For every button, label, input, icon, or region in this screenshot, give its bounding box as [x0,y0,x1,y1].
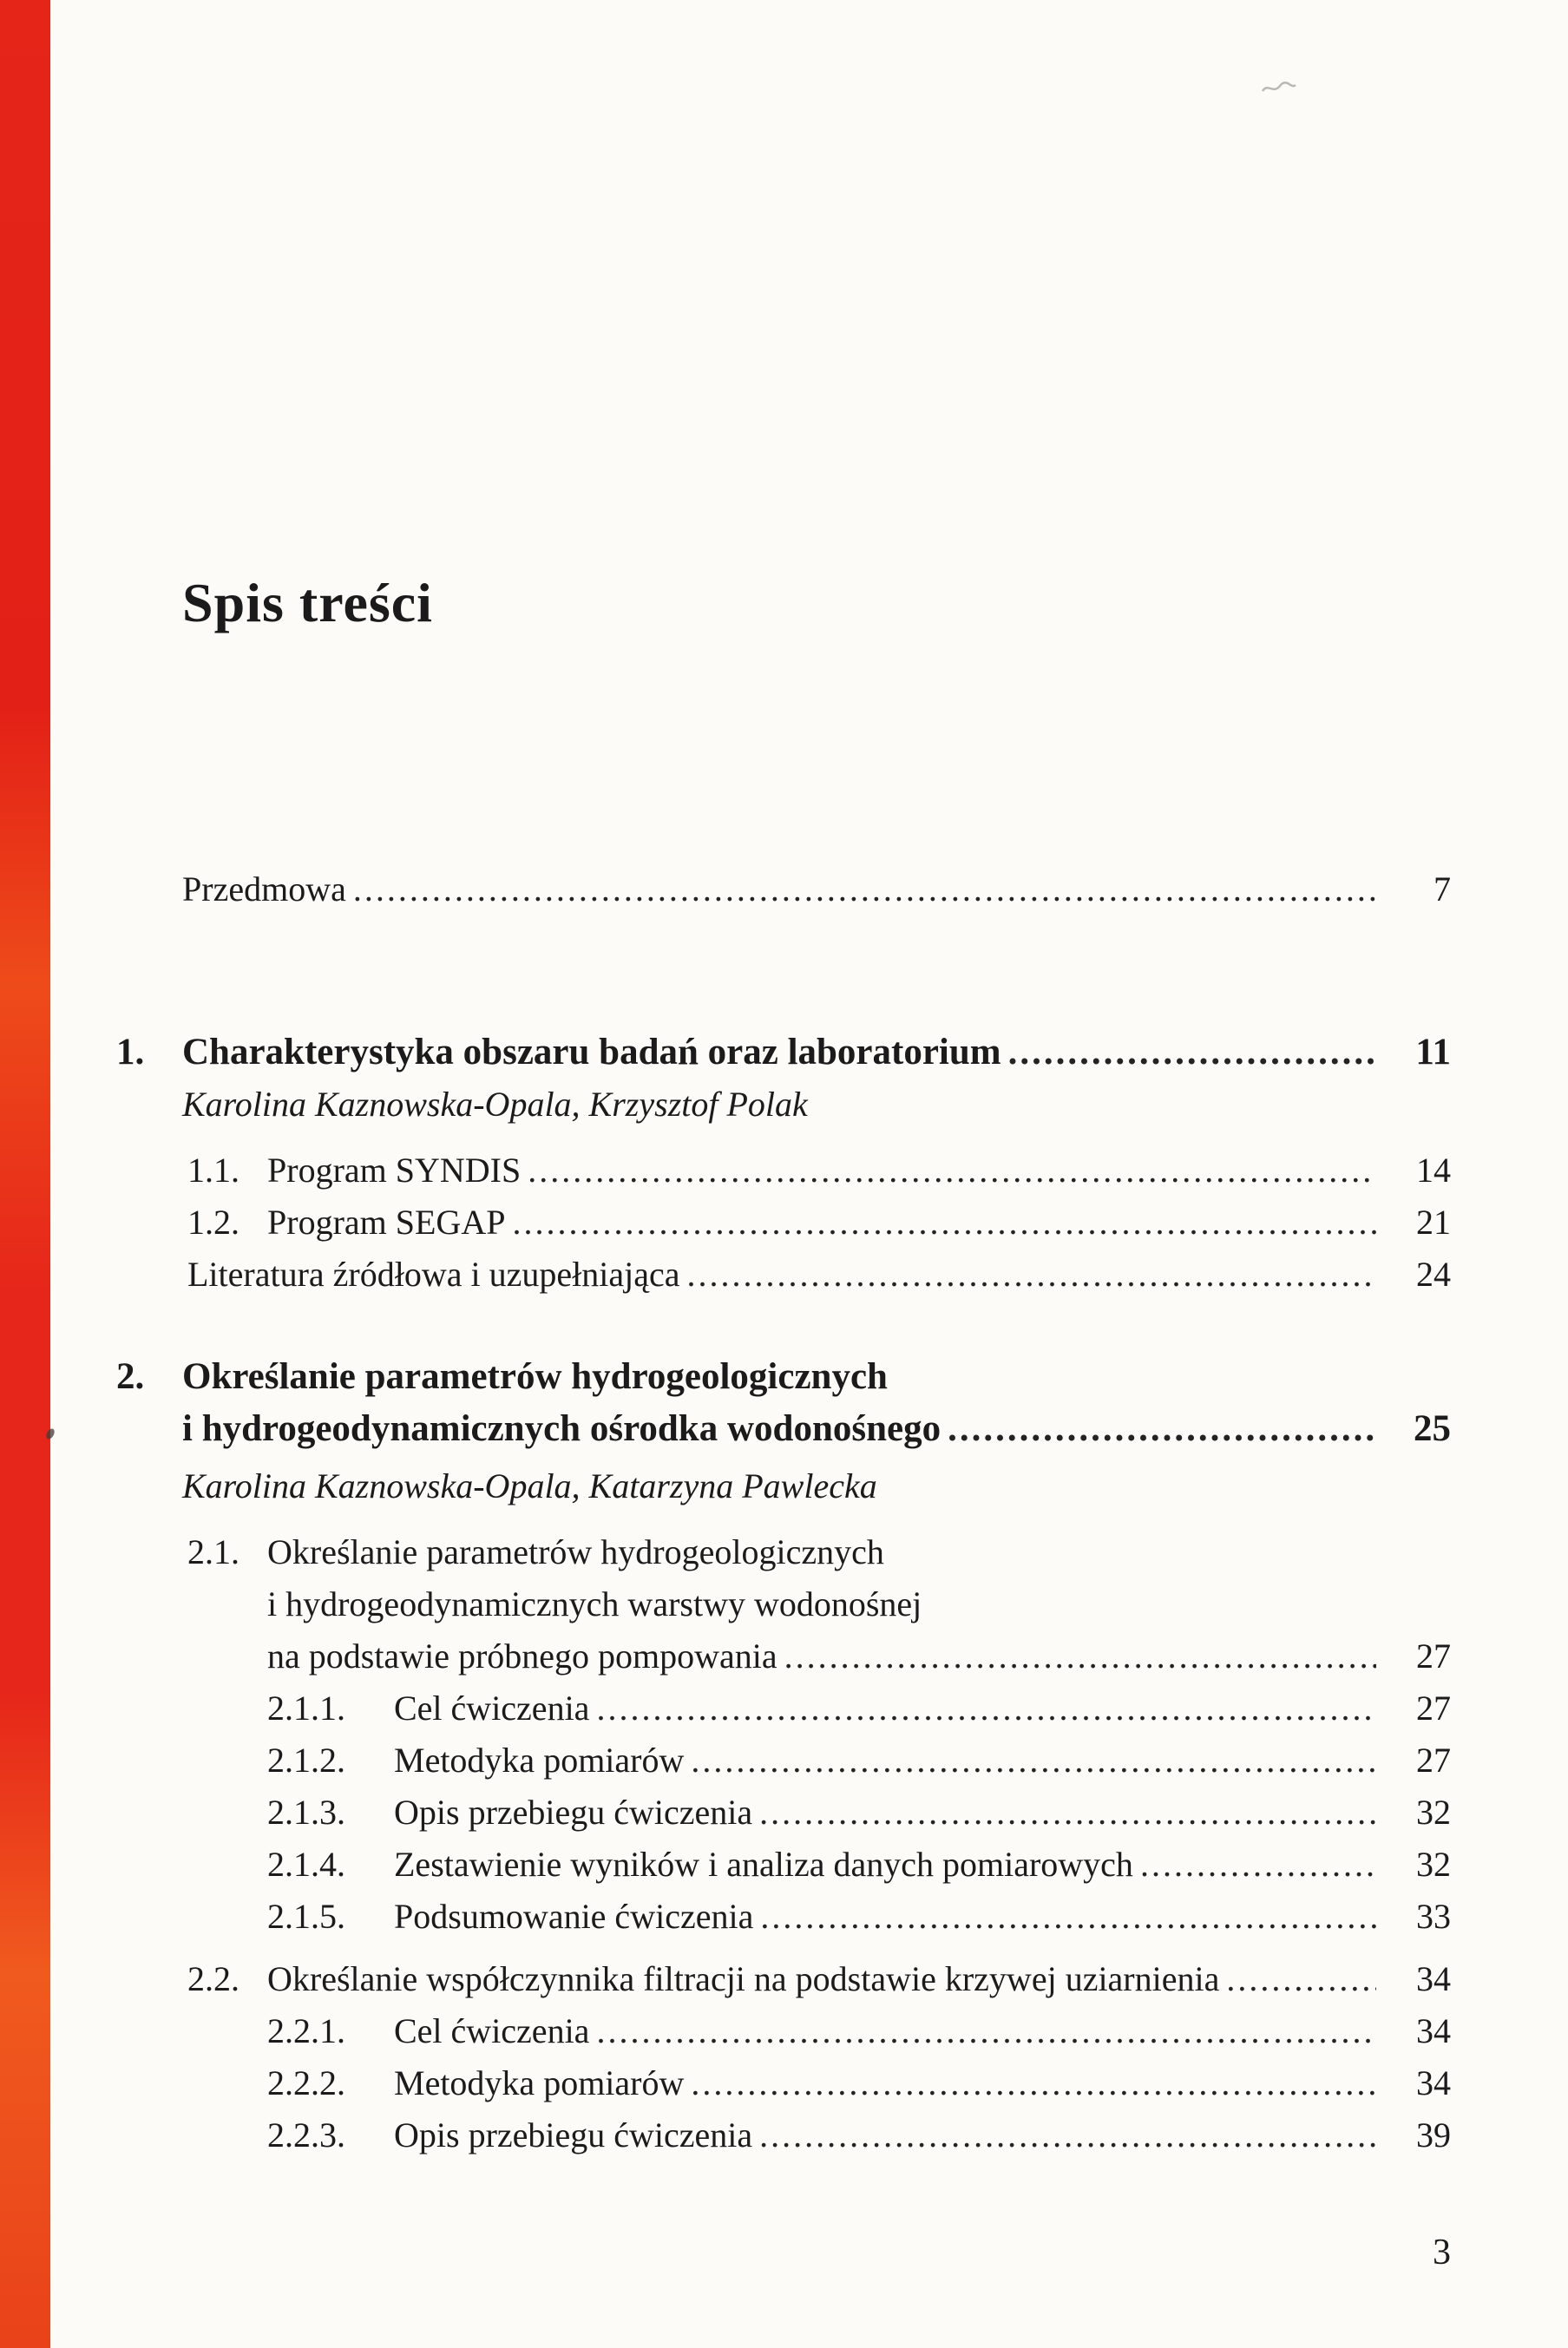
entry-page-number: 34 [1416,1959,1451,1998]
toc-subentry [182,2005,1451,2057]
dot-leader [1008,1026,1376,1079]
chapter-title-line: Określanie parametrów hydrogeologicznych [182,1356,888,1397]
dot-leader [596,2005,1376,2057]
entry-number: 1.2. [187,1203,239,1242]
entry-label: Określanie parametrów hydrogeologicznych [267,1532,884,1571]
toc-subentry [182,1839,1451,1891]
chapter-1-heading [116,1026,1451,1079]
entry-label: Program SEGAP [267,1203,506,1242]
entry-label: Metodyka pomiarów [394,2063,685,2102]
dot-leader [596,1682,1376,1735]
spine-color-strip [0,0,50,2348]
entry-number: 2.1.3. [267,1793,345,1832]
entry-page-number: 34 [1416,2011,1451,2050]
entry-label: Podsumowanie ćwiczenia [394,1897,754,1936]
toc-section-2-1 [182,1526,1451,1943]
toc-subentry [182,1735,1451,1787]
entry-page-number: 14 [1416,1151,1451,1190]
toc-entry-preface [182,863,1451,915]
section-2-1-subentries [182,1682,1451,1943]
entry-label: Przedmowa [182,869,346,908]
chapter-1-entries [182,1144,1451,1301]
toc-entry [182,1197,1451,1249]
entry-number: 2.2.2. [267,2063,345,2102]
entry-number: 2.1.2. [267,1741,345,1780]
chapter-title: Charakterystyka obszaru badań oraz laboratorium [182,1032,1001,1072]
dot-leader [691,1735,1376,1787]
entry-label: Literatura źródłowa i uzupełniająca [187,1255,680,1294]
dot-leader [1226,1953,1376,2005]
entry-label: Opis przebiegu ćwiczenia [394,2115,753,2155]
toc-entry [182,1144,1451,1197]
entry-number: 2.2.3. [267,2115,345,2155]
dot-leader [759,1787,1376,1839]
entry-page-number: 24 [1416,1255,1451,1294]
toc-subentry [182,1787,1451,1839]
section-line-3 [182,1630,1451,1682]
dot-leader [784,1630,1376,1682]
entry-label: Cel ćwiczenia [394,2011,590,2050]
chapter-page-number: 11 [1415,1032,1451,1072]
table-of-contents [116,0,1451,2161]
toc-subentry [182,1891,1451,1943]
toc-subentry [182,2057,1451,2109]
dot-leader [528,1144,1376,1197]
entry-label: Opis przebiegu ćwiczenia [394,1793,753,1832]
entry-number: 2.1. [187,1532,239,1571]
entry-label: Cel ćwiczenia [394,1689,590,1728]
entry-page-number: 39 [1416,2115,1451,2155]
entry-label: na podstawie próbnego pompowania [267,1636,777,1676]
entry-page-number: 32 [1416,1793,1451,1832]
chapter-number: 1. [116,1032,145,1072]
toc-chapter-2 [116,1351,1451,2161]
entry-label: Program SYNDIS [267,1151,522,1190]
dot-leader [512,1197,1376,1249]
chapter-page-number: 25 [1414,1408,1451,1449]
entry-page-number: 27 [1416,1636,1451,1676]
dot-leader [760,1891,1376,1943]
toc-entry-literature [182,1249,1451,1301]
page-title: Spis treści [182,572,433,633]
entry-number: 2.1.4. [267,1845,345,1884]
entry-page-number: 33 [1416,1897,1451,1936]
toc-subentry [182,2109,1451,2161]
chapter-2-heading-line-1 [116,1351,1451,1403]
folio-page-number: 3 [1433,2233,1451,2273]
toc-subentry [182,1682,1451,1735]
dot-leader [686,1249,1376,1301]
entry-page-number: 34 [1416,2063,1451,2102]
entry-label: Zestawienie wyników i analiza danych pomiarowych [394,1845,1133,1884]
section-line-1 [182,1953,1451,2005]
section-2-2-subentries [182,2005,1451,2161]
toc-chapter-1 [116,1026,1451,1301]
chapter-title-line: i hydrogeodynamicznych ośrodka wodonośnego [182,1408,941,1449]
entry-page-number: 27 [1416,1689,1451,1728]
entry-number: 2.1.5. [267,1897,345,1936]
dot-leader [759,2109,1376,2161]
dot-leader [1140,1839,1376,1891]
dot-leader [948,1403,1376,1455]
entry-number: 2.1.1. [267,1689,345,1728]
entry-number: 2.2.1. [267,2011,345,2050]
dot-leader [353,863,1376,915]
chapter-1-authors: Karolina Kaznowska-Opala, Krzysztof Polak [182,1085,808,1124]
entry-page-number: 7 [1434,869,1451,908]
section-line-2 [182,1578,1451,1630]
chapter-2-authors: Karolina Kaznowska-Opala, Katarzyna Pawlecka [182,1466,877,1505]
entry-page-number: 21 [1416,1203,1451,1242]
entry-number: 1.1. [187,1151,239,1190]
dot-leader [691,2057,1376,2109]
entry-label: Metodyka pomiarów [394,1741,685,1780]
chapter-2-heading-line-2 [182,1403,1451,1455]
toc-section-2-2 [182,1953,1451,2161]
entry-page-number: 27 [1416,1741,1451,1780]
entry-label: i hydrogeodynamicznych warstwy wodonośnej [267,1584,922,1623]
entry-label: Określanie współczynnika filtracji na podstawie krzywej uziarnienia [267,1959,1220,1998]
entry-number: 2.2. [187,1959,239,1998]
chapter-number: 2. [116,1356,145,1397]
section-line-1 [182,1526,1451,1578]
entry-page-number: 32 [1416,1845,1451,1884]
